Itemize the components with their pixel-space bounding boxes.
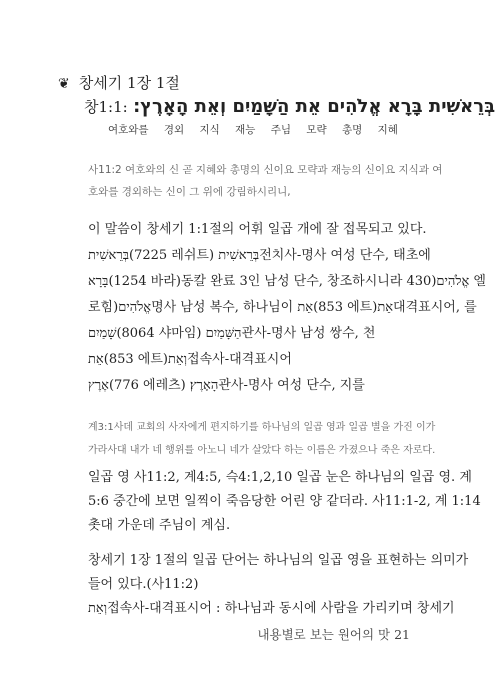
para1-line-5: שָׁמַיִם(8064 샤마임) הַשָּׁמַיִם관사-명사 남성 쌍수, 천 [88, 326, 376, 341]
para3-line-2: 들어 있다.(사11:2) [88, 577, 199, 592]
note-isaiah-line-2: 호와를 경외하는 신이 그 위에 강림하시리니, [88, 186, 291, 198]
para1-line-7: אֶרֶץ(776 에레츠) הָאָרֶץ׃관사-명사 여성 단수, 지를 [88, 378, 365, 393]
heading-title: 창세기 1장 1절 [78, 74, 180, 92]
para3-line-1: 창세기 1장 1절의 일곱 단어는 하나님의 일곱 영을 표현하는 의미가 [88, 553, 469, 568]
para2-line-1: 일곱 영 사11:2, 계4:5, 슥4:1,2,10 일곱 눈은 하나님의 일곱 영. 계 [88, 470, 472, 485]
para1-line-1: 이 말씀이 창세기 1:1절의 어휘 일곱 개에 잘 접목되고 있다. [88, 222, 427, 237]
para3-line-3: וְאֵת접속사-대격표시어 : 하나님과 동시에 사람을 가리키며 창세기 [88, 601, 455, 616]
para2-line-3: 촛대 가운데 주님이 계심. [88, 518, 231, 533]
para1-line-2: בְּרֵאשִׁית(7225 레쉬트) בְּרֵאשִׁית전치사-명사 여성 단수, 태초에 [88, 248, 431, 263]
verse-hebrew: בְּרֵאשִׁית בָּרָא אֱלֹהִים אֵת הַשָּׁמַיִם וְאֵת הָאָרֶץ׃ [133, 96, 495, 117]
page-footer: 내용별로 보는 원어의 맛 21 [257, 627, 410, 642]
note-revelation-line-2: 가라사대 내가 네 행위를 아노니 네가 살았다 하는 이름은 가졌으나 죽은 자로다. [88, 445, 436, 456]
verse-ref: 창1:1: [84, 98, 128, 116]
note-revelation-line-1: 계3:1사데 교회의 사자에게 편지하기를 하나님의 일곱 영과 일곱 별을 가진 이가 [88, 422, 436, 433]
section-heading [58, 72, 180, 93]
verse-line [84, 96, 495, 117]
para1-line-6: אֵת(853 에트)וְאֵת접속사-대격표시어 [88, 352, 292, 367]
para1-line-3: בָּרָא(1254 바라)동칼 완료 3인 남성 단수, 창조하시니라 אֱלֹהִים(430 엘 [88, 274, 486, 289]
heart-suit-icon: ❦ [58, 76, 70, 92]
para2-line-2: 5:6 중간에 보면 일찍이 죽음당한 어린 양 같더라. 사11:1-2, 계 1:14 [88, 494, 481, 509]
note-isaiah-line-1: 사11:2 여호와의 신 곧 지혜와 총명의 신이요 모략과 재능의 신이요 지식과 여 [88, 164, 443, 176]
para1-line-4: 로힘)אֱלֹהִים명사 남성 복수, 하나님이 אֵת(853 에트)אֵת대격표시어, 를 [88, 300, 477, 315]
verse-gloss: 여호와를 경외 지식 재능 주님 모략 총명 지혜 [108, 124, 398, 136]
